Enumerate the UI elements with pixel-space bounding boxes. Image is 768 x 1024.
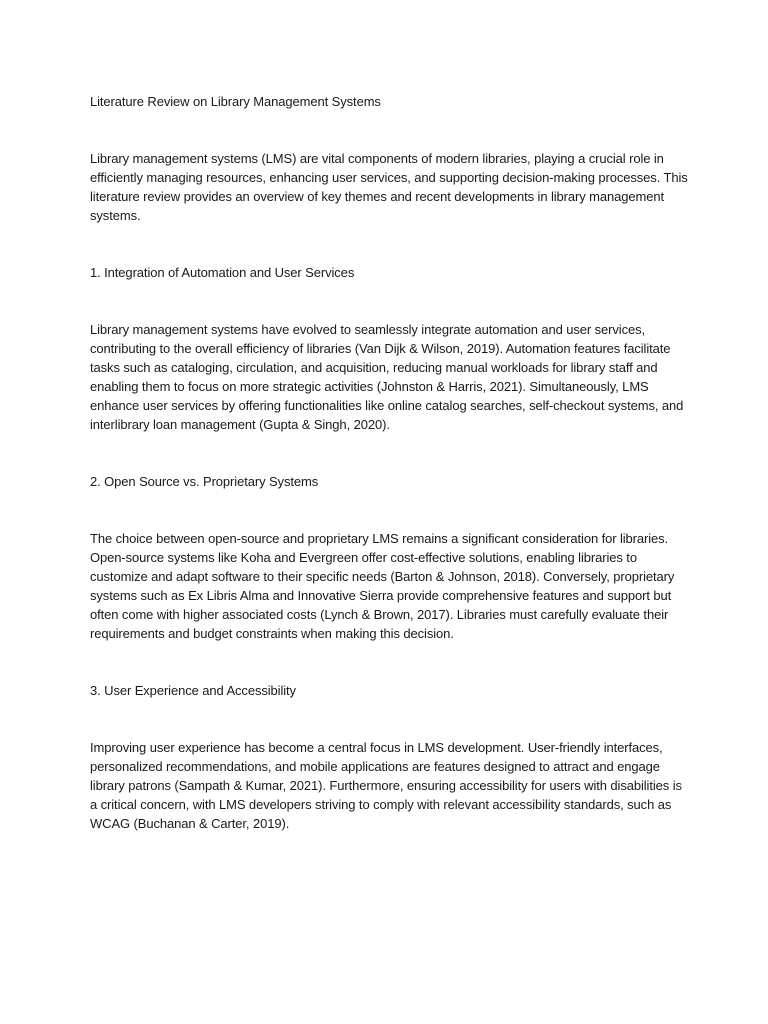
section-body-user-experience: Improving user experience has become a central focus in LMS development. User-friendly interfaces, personalized recommendations, and mobile applications are features designed to attract and engage library patrons (Sampath & Kumar, 2021). Furthermore, ensuring accessibility for users with disabilities is a critical concern, with LMS developers striving to comply with relevant accessibility standards, such as WCAG (Buchanan & Carter, 2019). bbox=[90, 740, 682, 831]
document-title: Literature Review on Library Management Systems bbox=[90, 94, 381, 109]
document-content bbox=[90, 92, 690, 871]
section-body-automation: Library management systems have evolved to seamlessly integrate automation and user services, contributing to the overall efficiency of libraries (Van Dijk & Wilson, 2019). Automation features facilitate tasks such as cataloging, circulation, and acquisition, reducing manual workloads for library staff and enabling them to focus on more strategic activities (Johnston & Harris, 2021). Simultaneously, LMS enhance user services by offering functionalities like online catalog searches, self-checkout systems, and interlibrary loan management (Gupta & Singh, 2020). bbox=[90, 322, 684, 432]
intro-paragraph: Library management systems (LMS) are vital components of modern libraries, playing a crucial role in efficiently managing resources, enhancing user services, and supporting decision-making processes. This literature review provides an overview of key themes and recent developments in library management systems. bbox=[90, 151, 688, 223]
section-body-open-source: The choice between open-source and proprietary LMS remains a significant consideration for libraries. Open-source systems like Koha and Evergreen offer cost-effective solutions, enabling libraries to customize and adapt software to their specific needs (Barton & Johnson, 2018). Conversely, proprietary systems such as Ex Libris Alma and Innovative Sierra provide comprehensive features and support but often come with higher associated costs (Lynch & Brown, 2017). Libraries must carefully evaluate their requirements and budget constraints when making this decision. bbox=[90, 531, 675, 641]
section-heading-user-experience: 3. User Experience and Accessibility bbox=[90, 683, 296, 698]
section-heading-automation: 1. Integration of Automation and User Services bbox=[90, 265, 355, 280]
section-heading-open-source: 2. Open Source vs. Proprietary Systems bbox=[90, 474, 319, 489]
